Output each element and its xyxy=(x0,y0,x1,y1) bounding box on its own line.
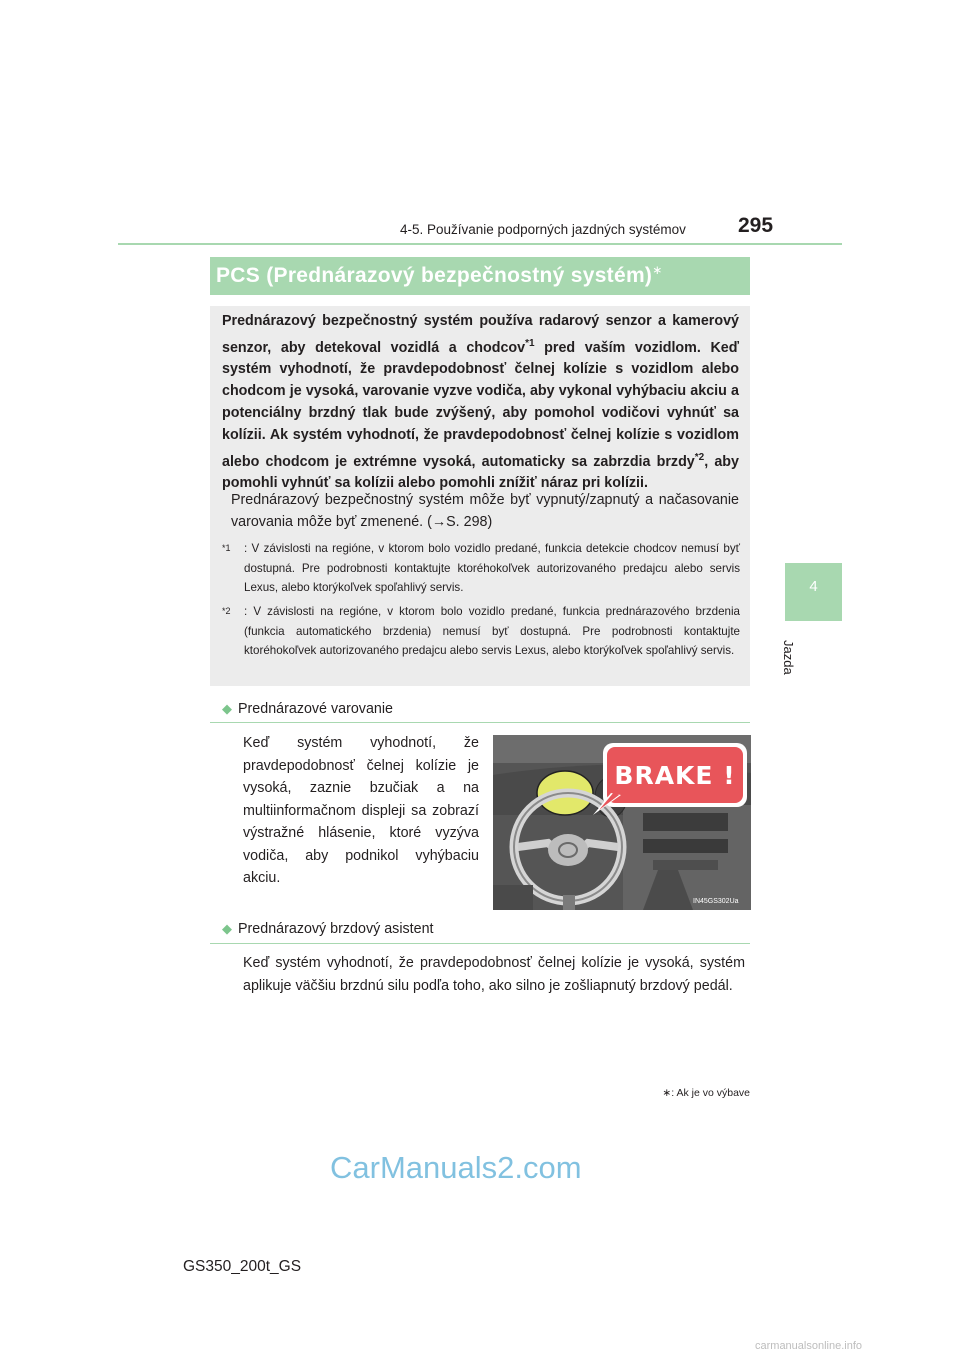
watermark: CarManuals2.com xyxy=(330,1150,582,1185)
intro-text-3: , aby pomohli vyhnúť sa kolízii alebo pomohli znížiť náraz pri kolízii. xyxy=(222,453,739,492)
intro-text-2: pred vaším vozidlom. Keď systém vyhodnotí, že pravdepodobnosť čelnej kolízie s vozidlom alebo chodcom je vysoká, varovanie vyzve vodiča, aby vykonal vyhýbaciu akciu a potenciálny brzdný tlak bude zvýšený, aby pomohol vodičovi vyhnúť sa kolízii. Ak systém vyhodnotí, že pravdepodobnosť čelnej kolízie s vozidlom alebo chodcom je extrémne vysoká, automaticky sa zabrzdia brzdy xyxy=(222,339,739,470)
chapter-tab-label xyxy=(778,640,808,700)
figure-code: IN45GS302Ua xyxy=(693,898,739,905)
intro-text-1: Prednárazový bezpečnostný systém používa radarový senzor a kamerový senzor, aby detekoval vozidlá a chodcov xyxy=(222,313,739,356)
site-watermark: carmanualsonline.info xyxy=(755,1340,863,1352)
optional-equipment-note: ∗: Ak je vo výbave xyxy=(662,1087,750,1099)
dashboard-illustration xyxy=(493,735,751,910)
footnote-1-marker-text: *1 xyxy=(222,543,231,553)
subsection-body-brake-assist: Keď systém vyhodnotí, že pravdepodobnosť čelnej kolízie je vysoká, systém aplikuje väčšiu brzdnú silu podľa toho, ako silno je zošliapnutý brzdový pedál. xyxy=(243,955,745,994)
intro-note: Prednárazový bezpečnostný systém môže byť vypnutý/zapnutý a načasovanie varovania môže byť zmenené. (→S. 298) xyxy=(231,492,739,530)
footnote-2-text: : V závislosti na regióne, v ktorom bolo vozidlo predané, funkcia prednárazového brzdenia (funkcia automatického brzdenia) nemusí byť dostupná. Pre podrobnosti kontaktujte ktoréhokoľvek autorizovaného predajcu alebo servis Lexus, alebo ktorýkoľvek spoľahlivý servis. xyxy=(244,605,740,657)
footnote-1-marker xyxy=(222,539,231,562)
subsection-rule xyxy=(210,943,750,944)
subsection-body-warning: Keď systém vyhodnotí, že pravdepodobnosť čelnej kolízie je vysoká, zaznie bzučiak a na multiinformačnom displeji sa zobrazí výstražné hlásenie, ktoré vyzýva vodiča, aby podnikol vyhýbaciu akciu. xyxy=(243,735,479,886)
footnote-1-text: : V závislosti na regióne, v ktorom bolo vozidlo predané, funkcia detekcie chodcov nemusí byť dostupná. Pre podrobnosti kontaktujte ktoréhokoľvek autorizovaného predajcu alebo servis Lexus, alebo ktorýkoľvek spoľahlivý servis. xyxy=(244,542,740,594)
header-rule xyxy=(118,243,842,245)
footer-model-code: GS350_200t_GS xyxy=(183,1258,302,1275)
section-title xyxy=(216,263,663,288)
intro-paragraph xyxy=(222,311,739,495)
brake-callout-text: BRAKE ! xyxy=(614,761,736,790)
diamond-bullet-icon: ◆ xyxy=(222,921,232,936)
footnote-2-marker-text: *2 xyxy=(222,606,231,616)
footnote-2-marker xyxy=(222,602,231,625)
optional-equipment-mark: ∗ xyxy=(652,263,663,277)
page-number: 295 xyxy=(738,214,774,237)
chapter-tab-number: 4 xyxy=(809,578,818,595)
subsection-heading-brake-assist xyxy=(222,921,434,937)
section-title-text: PCS (Prednárazový bezpečnostný systém) xyxy=(216,264,653,287)
diamond-bullet-icon: ◆ xyxy=(222,701,232,716)
subsection-heading-warning xyxy=(222,701,393,717)
subsection-heading-warning-text: Prednárazové varovanie xyxy=(238,701,393,717)
subsection-rule xyxy=(210,722,750,723)
chapter-tab-label-text: Jazda xyxy=(781,640,796,675)
footnote-ref-1: *1 xyxy=(525,337,535,349)
running-header-section: 4-5. Používanie podporných jazdných systémov xyxy=(400,222,686,237)
dashboard-illustration-svg xyxy=(493,735,751,910)
subsection-heading-brake-assist-text: Prednárazový brzdový asistent xyxy=(238,921,434,937)
footnote-ref-2: *2 xyxy=(694,451,705,463)
